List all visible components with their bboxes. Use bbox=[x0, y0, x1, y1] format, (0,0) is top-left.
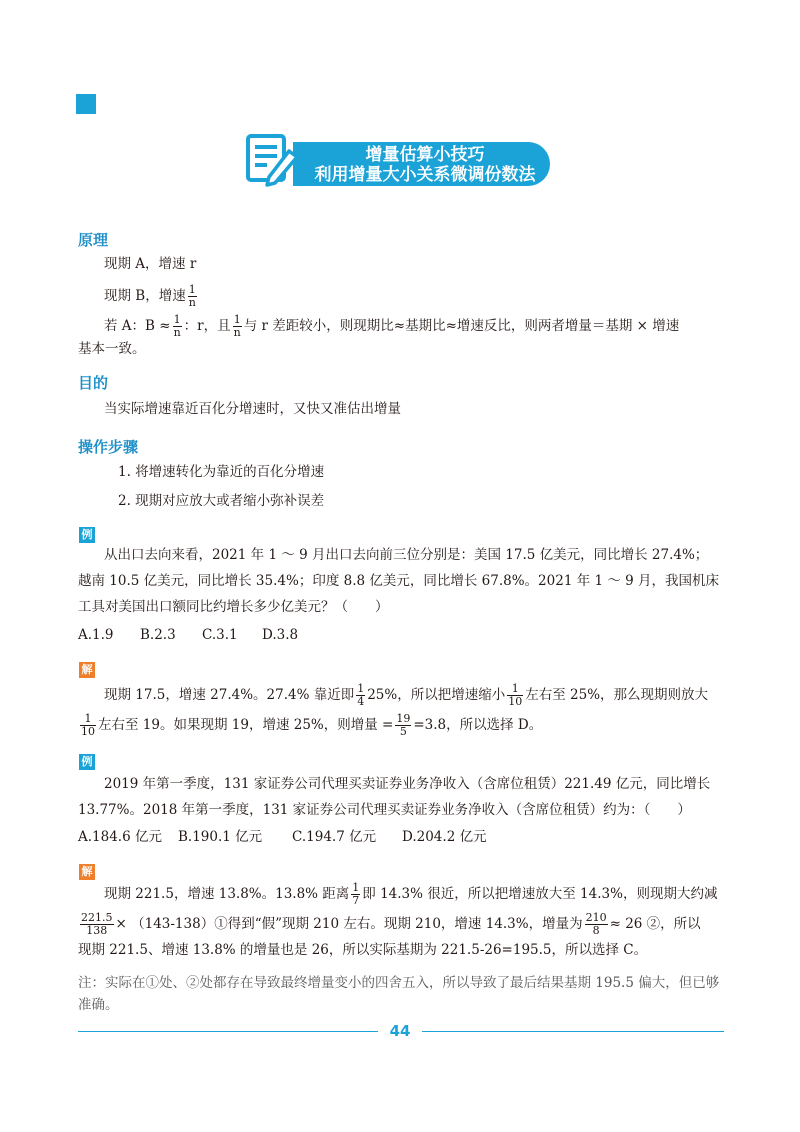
example1-option-b: B.2.3 bbox=[140, 627, 176, 643]
principle-line3: 若 A：B ≈ $\frac{1}{n}$ ：r，且 $\frac{1}{n}$ 与 r 差距较小，则现期比≈基期比≈增速反比，则两者增量＝基期 × 增速 bbox=[104, 313, 680, 339]
solution-tag: 解 bbox=[79, 864, 95, 880]
banner-title-line2: 利用增量大小关系微调份数法 bbox=[314, 165, 536, 185]
solution2-line2: $\frac{221.5}{138}$ × （143-138）①得到“假”现期 210 左右。现期 210，增速 14.3%，增量为 $\frac{210}{8}$ ≈ 26 ②，所以 bbox=[81, 911, 701, 937]
fraction: $\frac{1}{10}$ bbox=[508, 682, 523, 708]
principle-line2: 现期 B，增速 $\frac{1}{n}$ bbox=[104, 283, 196, 309]
step-item: 1. 将增速转化为靠近的百化分增速 bbox=[118, 464, 325, 480]
example2-line2: 13.77%。2018 年第一季度，131 家证券公司代理买卖证券业务净收入（含席位租赁）约为：（ ） bbox=[78, 802, 691, 818]
fraction: $\frac{1}{n}$ bbox=[173, 313, 181, 339]
example1-option-a: A.1.9 bbox=[78, 627, 114, 643]
solution2-line1: 现期 221.5，增速 13.8%。13.8% 距离 $\frac{1}{7}$ 即 14.3% 很近，所以把增速放大至 14.3%，则现期大约减 bbox=[104, 881, 718, 907]
title-banner bbox=[245, 133, 550, 191]
steps-heading: 操作步骤 bbox=[78, 438, 139, 456]
fraction: $\frac{19}{5}$ bbox=[396, 712, 411, 738]
fraction: $\frac{1}{10}$ bbox=[81, 712, 95, 738]
example1-line3: 工具对美国出口额同比约增长多少亿美元？（ ） bbox=[78, 599, 389, 615]
fraction: $\frac{1}{4}$ bbox=[357, 682, 365, 708]
fraction: $\frac{210}{8}$ bbox=[585, 911, 607, 937]
solution2-line3: 现期 221.5、增速 13.8% 的增量也是 26，所以实际基期为 221.5-26=195.5，所以选择 C。 bbox=[78, 942, 648, 958]
principle-heading: 原理 bbox=[78, 231, 109, 249]
example-tag: 例 bbox=[79, 754, 95, 770]
page-number: 44 bbox=[389, 1022, 411, 1040]
principle-line4: 基本一致。 bbox=[78, 341, 146, 357]
example-tag: 例 bbox=[79, 527, 95, 543]
solution1-line1: 现期 17.5，增速 27.4%。27.4% 靠近即 $\frac{1}{4}$ 25%，所以把增速缩小 $\frac{1}{10}$ 左右至 25%，那么现期则放大 bbox=[104, 682, 709, 708]
footer-rule-right bbox=[422, 1031, 724, 1032]
solution1-line2: $\frac{1}{10}$ 左右至 19。如果现期 19，增速 25%，则增量 = $\frac{19}{5}$ =3.8，所以选择 D。 bbox=[81, 712, 543, 738]
corner-square bbox=[76, 94, 96, 114]
banner-title-line1: 增量估算小技巧 bbox=[365, 145, 485, 165]
purpose-heading: 目的 bbox=[78, 374, 109, 392]
purpose-line1: 当实际增速靠近百化分增速时，又快又准估出增量 bbox=[104, 401, 401, 417]
example1-line2: 越南 10.5 亿美元，同比增长 35.4%；印度 8.8 亿美元，同比增长 67.8%。2021 年 1 ～ 9 月，我国机床 bbox=[78, 573, 720, 589]
example2-line1: 2019 年第一季度，131 家证券公司代理买卖证券业务净收入（含席位租赁）221.49 亿元，同比增长 bbox=[104, 776, 711, 792]
example1-line1: 从出口去向来看，2021 年 1 ～ 9 月出口去向前三位分别是：美国 17.5 亿美元，同比增长 27.4%； bbox=[104, 547, 709, 563]
fraction: $\frac{1}{n}$ bbox=[233, 313, 241, 339]
footer-rule-left bbox=[78, 1031, 378, 1032]
fraction: $\frac{1}{7}$ bbox=[352, 881, 360, 907]
note: 注：实际在①处、②处都存在导致最终增量变小的四舍五入，所以导致了最后结果基期 195.5 偏大，但已够准确。 bbox=[78, 975, 720, 1013]
solution-tag: 解 bbox=[79, 662, 95, 678]
example1-option-d: D.3.8 bbox=[262, 627, 299, 643]
example2-option-c: C.194.7 亿元 bbox=[292, 829, 377, 845]
notepad-pen-icon bbox=[245, 133, 301, 191]
principle-line1: 现期 A，增速 r bbox=[104, 256, 197, 272]
fraction: $\frac{1}{n}$ bbox=[188, 283, 196, 309]
step-item: 2. 现期对应放大或者缩小弥补误差 bbox=[118, 493, 325, 509]
example1-option-c: C.3.1 bbox=[202, 627, 238, 643]
example2-option-a: A.184.6 亿元 bbox=[78, 829, 162, 845]
example2-option-b: B.190.1 亿元 bbox=[178, 829, 263, 845]
fraction: $\frac{221.5}{138}$ bbox=[81, 911, 113, 937]
example2-option-d: D.204.2 亿元 bbox=[402, 829, 487, 845]
